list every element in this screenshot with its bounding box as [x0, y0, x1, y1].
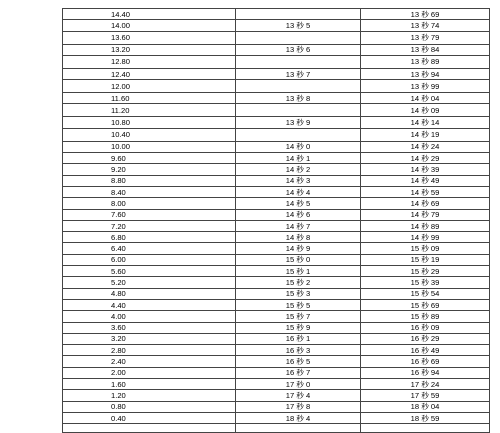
time-cell-mid: 14 秒 3: [236, 175, 361, 186]
time-cell-right: 14 秒 09: [361, 104, 490, 117]
time-cell-mid: 15 秒 7: [236, 311, 361, 322]
table-body: [63, 9, 490, 433]
score-cell: 9.60: [63, 153, 236, 164]
table-row: [63, 117, 490, 128]
table-row: [63, 390, 490, 401]
time-cell-right: 16 秒 09: [361, 322, 490, 333]
table-row: [63, 266, 490, 277]
table-row: [63, 128, 490, 141]
time-cell-right: 15 秒 19: [361, 254, 490, 265]
score-cell: 5.60: [63, 266, 236, 277]
table-row: [63, 333, 490, 344]
table-row: [63, 277, 490, 288]
score-cell: 10.40: [63, 128, 236, 141]
table-row: [63, 345, 490, 356]
time-cell-right: 14 秒 39: [361, 164, 490, 175]
time-cell-right: 13 秒 74: [361, 20, 490, 31]
score-cell: 5.20: [63, 277, 236, 288]
score-cell: 8.80: [63, 175, 236, 186]
time-cell-mid: 14 秒 0: [236, 141, 361, 152]
time-cell-right: 13 秒 84: [361, 44, 490, 55]
score-cell: 4.40: [63, 299, 236, 310]
time-cell-mid: 14 秒 8: [236, 232, 361, 243]
table-row: [63, 232, 490, 243]
time-cell-mid: 16 秒 3: [236, 345, 361, 356]
time-cell-mid: [236, 55, 361, 68]
table-row: [63, 44, 490, 55]
time-cell-right: 15 秒 69: [361, 299, 490, 310]
table-row: [63, 55, 490, 68]
score-cell: 13.20: [63, 44, 236, 55]
score-cell: 11.60: [63, 93, 236, 104]
table-row: [63, 412, 490, 423]
time-cell-right: 13 秒 89: [361, 55, 490, 68]
score-cell: 12.40: [63, 68, 236, 79]
time-cell-mid: 13 秒 8: [236, 93, 361, 104]
score-cell: 8.40: [63, 186, 236, 197]
score-cell: 12.00: [63, 80, 236, 93]
time-cell-mid: 17 秒 8: [236, 401, 361, 412]
time-cell-mid: 13 秒 7: [236, 68, 361, 79]
time-cell-mid: 14 秒 4: [236, 186, 361, 197]
table-row: [63, 80, 490, 93]
time-cell-mid: 13 秒 5: [236, 20, 361, 31]
time-cell-right: 14 秒 14: [361, 117, 490, 128]
time-cell-right: 16 秒 29: [361, 333, 490, 344]
table-row: [63, 220, 490, 231]
table-row: [63, 104, 490, 117]
time-cell-right: 16 秒 69: [361, 356, 490, 367]
table-row: [63, 209, 490, 220]
time-cell-right: 15 秒 39: [361, 277, 490, 288]
table-row: [63, 153, 490, 164]
time-cell-right: 13 秒 79: [361, 31, 490, 44]
table-row: [63, 299, 490, 310]
table-row: [63, 141, 490, 152]
time-cell-mid: 14 秒 6: [236, 209, 361, 220]
score-cell: 8.00: [63, 198, 236, 209]
score-cell: 4.00: [63, 311, 236, 322]
time-cell-mid: 13 秒 6: [236, 44, 361, 55]
time-cell-right: 17 秒 24: [361, 379, 490, 390]
score-cell: 12.80: [63, 55, 236, 68]
time-cell-mid: 15 秒 2: [236, 277, 361, 288]
table-row: [63, 379, 490, 390]
time-cell-right: 16 秒 49: [361, 345, 490, 356]
score-cell: 7.60: [63, 209, 236, 220]
table-row: [63, 93, 490, 104]
time-cell-right: 17 秒 59: [361, 390, 490, 401]
table-row: [63, 288, 490, 299]
table-row: [63, 311, 490, 322]
time-cell-mid: [236, 80, 361, 93]
table-row: [63, 164, 490, 175]
table-row: [63, 198, 490, 209]
time-cell-right: 14 秒 29: [361, 153, 490, 164]
time-cell-mid: 14 秒 9: [236, 243, 361, 254]
time-cell-mid: 14 秒 2: [236, 164, 361, 175]
time-cell-right: 14 秒 04: [361, 93, 490, 104]
table-row: [63, 175, 490, 186]
score-cell: 0.80: [63, 401, 236, 412]
time-cell-right: 14 秒 89: [361, 220, 490, 231]
table-row: [63, 31, 490, 44]
time-cell-mid: 13 秒 9: [236, 117, 361, 128]
score-cell: 11.20: [63, 104, 236, 117]
score-cell: 10.80: [63, 117, 236, 128]
time-cell-mid: [236, 424, 361, 433]
time-cell-right: 15 秒 89: [361, 311, 490, 322]
time-cell-right: 14 秒 19: [361, 128, 490, 141]
time-cell-right: 14 秒 99: [361, 232, 490, 243]
table-row: [63, 20, 490, 31]
time-cell-right: 14 秒 79: [361, 209, 490, 220]
score-cell: 6.00: [63, 254, 236, 265]
table-row: [63, 424, 490, 433]
time-cell-right: 13 秒 94: [361, 68, 490, 79]
score-cell: 13.60: [63, 31, 236, 44]
time-cell-right: 13 秒 69: [361, 9, 490, 20]
score-cell: 2.00: [63, 367, 236, 378]
score-cell: 14.00: [63, 20, 236, 31]
time-cell-mid: 15 秒 0: [236, 254, 361, 265]
time-cell-mid: [236, 128, 361, 141]
score-cell: 0.40: [63, 412, 236, 423]
table-row: [63, 9, 490, 20]
score-table: [62, 8, 490, 433]
table-row: [63, 401, 490, 412]
score-cell: [63, 424, 236, 433]
time-cell-mid: 16 秒 7: [236, 367, 361, 378]
time-cell-right: 14 秒 59: [361, 186, 490, 197]
time-cell-mid: 15 秒 1: [236, 266, 361, 277]
score-cell: 14.40: [63, 9, 236, 20]
score-cell: 1.60: [63, 379, 236, 390]
time-cell-right: [361, 424, 490, 433]
table-row: [63, 186, 490, 197]
score-cell: 7.20: [63, 220, 236, 231]
time-cell-right: 13 秒 99: [361, 80, 490, 93]
score-cell: 4.80: [63, 288, 236, 299]
score-cell: 6.80: [63, 232, 236, 243]
table-row: [63, 356, 490, 367]
score-cell: 3.60: [63, 322, 236, 333]
score-cell: 2.40: [63, 356, 236, 367]
time-cell-mid: [236, 31, 361, 44]
time-cell-mid: 18 秒 4: [236, 412, 361, 423]
time-cell-right: 18 秒 04: [361, 401, 490, 412]
time-cell-right: 14 秒 69: [361, 198, 490, 209]
time-cell-mid: 16 秒 5: [236, 356, 361, 367]
score-cell: 3.20: [63, 333, 236, 344]
score-cell: 6.40: [63, 243, 236, 254]
time-cell-mid: 15 秒 9: [236, 322, 361, 333]
time-cell-mid: 16 秒 1: [236, 333, 361, 344]
score-cell: 1.20: [63, 390, 236, 401]
time-cell-mid: [236, 9, 361, 20]
table-row: [63, 243, 490, 254]
time-cell-mid: 14 秒 1: [236, 153, 361, 164]
table-row: [63, 68, 490, 79]
score-cell: 10.00: [63, 141, 236, 152]
time-cell-right: 14 秒 49: [361, 175, 490, 186]
time-cell-right: 15 秒 29: [361, 266, 490, 277]
time-cell-mid: 15 秒 5: [236, 299, 361, 310]
time-cell-mid: 15 秒 3: [236, 288, 361, 299]
time-cell-right: 15 秒 54: [361, 288, 490, 299]
table-row: [63, 367, 490, 378]
time-cell-mid: 17 秒 0: [236, 379, 361, 390]
time-cell-mid: [236, 104, 361, 117]
time-cell-mid: 14 秒 7: [236, 220, 361, 231]
time-cell-right: 16 秒 94: [361, 367, 490, 378]
score-cell: 2.80: [63, 345, 236, 356]
time-cell-mid: 17 秒 4: [236, 390, 361, 401]
time-cell-right: 14 秒 24: [361, 141, 490, 152]
table-row: [63, 322, 490, 333]
score-cell: 9.20: [63, 164, 236, 175]
time-cell-right: 18 秒 59: [361, 412, 490, 423]
time-cell-right: 15 秒 09: [361, 243, 490, 254]
time-cell-mid: 14 秒 5: [236, 198, 361, 209]
table-row: [63, 254, 490, 265]
